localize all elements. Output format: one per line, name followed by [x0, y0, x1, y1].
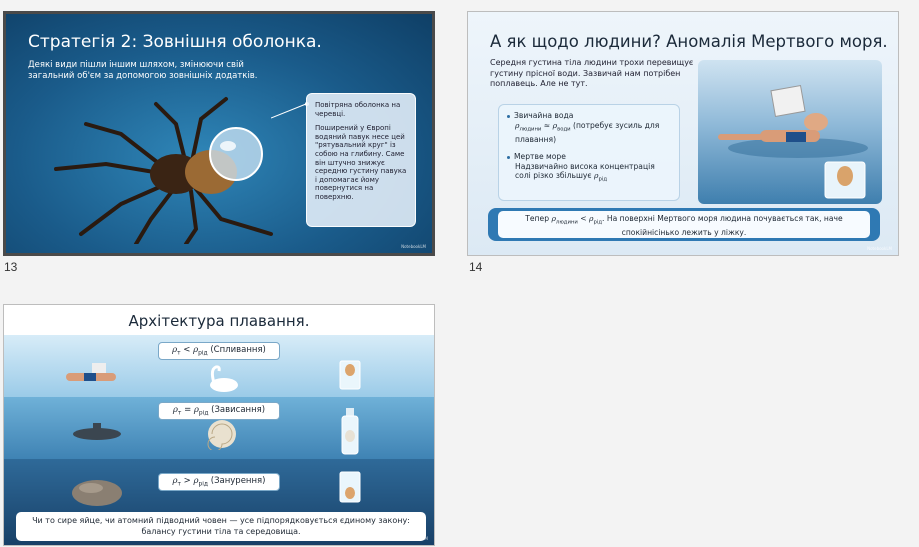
item-dead-sea: Мертве море [515, 152, 671, 162]
slide-number: 13 [4, 260, 18, 274]
item-dead-sea-text: Надзвичайно висока концентрація солі різко збільшує $\rho_{рід}$ [515, 161, 655, 183]
density-info-box [498, 104, 680, 201]
egg-glass-sink-icon [339, 471, 361, 503]
dead-sea-photo [698, 60, 882, 204]
conclusion-bar [488, 208, 880, 241]
watermark: NotebookLM [867, 246, 892, 251]
rock-icon [69, 475, 124, 507]
slide-thumbnail-14[interactable] [467, 11, 899, 256]
watermark: NotebookLM [401, 244, 426, 249]
callout-box [306, 93, 416, 227]
item-freshwater-formula: $\rho_{людини} \approx \rho_{води}$ (потребує зусиль для плавання) [515, 120, 660, 144]
callout-body: Поширений у Європі водяний павук несе цей "рятувальний круг" із собою на глибину. Саме він штучно знижує середню густину павука і допомагає йому повернутися на поверхню. [315, 124, 407, 201]
floating-person-icon [62, 363, 122, 387]
slide-title: А як щодо людини? Аномалія Мертвого моря. [490, 32, 888, 51]
formula-suspend: $\rho_т = \rho_{рід}$ (Зависання) [158, 402, 280, 420]
slide-thumbnail-13[interactable] [3, 11, 435, 256]
formula-float: $\rho_т < \rho_{рід}$ (Спливання) [158, 342, 280, 360]
slide-thumbnail-15[interactable] [3, 304, 435, 546]
watermark: NotebookLM [403, 536, 428, 541]
swan-icon [204, 363, 240, 393]
slide-intro: Середня густина тіла людини трохи перевищує густину прісної води. Зазвичай нам потрібен поплавець. Але не тут. [490, 58, 694, 88]
slide-subtitle: Деякі види пішли іншим шляхом, змінюючи свій загальний об'єм за допомогою зовнішніх додатків. [28, 60, 258, 81]
slide-title: Архітектура плавання. [128, 312, 310, 330]
slide-number: 14 [469, 260, 483, 274]
callout-pointer [271, 100, 311, 120]
slide-title: Стратегія 2: Зовнішня оболонка. [28, 32, 322, 52]
egg-glass-float-icon [339, 360, 361, 390]
submarine-icon [69, 420, 124, 442]
slide-footer: Чи то сире яйце, чи атомний підводний човен — усе підпорядковується єдиному закону: балансу густини тіла та середовища. [16, 512, 426, 541]
conclusion-text: Тепер $\rho_{людини} < \rho_{рід}$. На поверхні Мертвого моря людина почувається так, наче спокійнісінько лежить у ліжку. [498, 211, 870, 238]
egg-bottle-suspend-icon [340, 408, 360, 456]
callout-heading: Повітряна оболонка на черевці. [315, 101, 401, 118]
formula-sink: $\rho_т > \rho_{рід}$ (Занурення) [158, 473, 280, 491]
item-freshwater: Звичайна вода [515, 111, 671, 121]
nautilus-icon [202, 418, 242, 450]
bullet-icon [507, 156, 510, 159]
bullet-icon [507, 115, 510, 118]
